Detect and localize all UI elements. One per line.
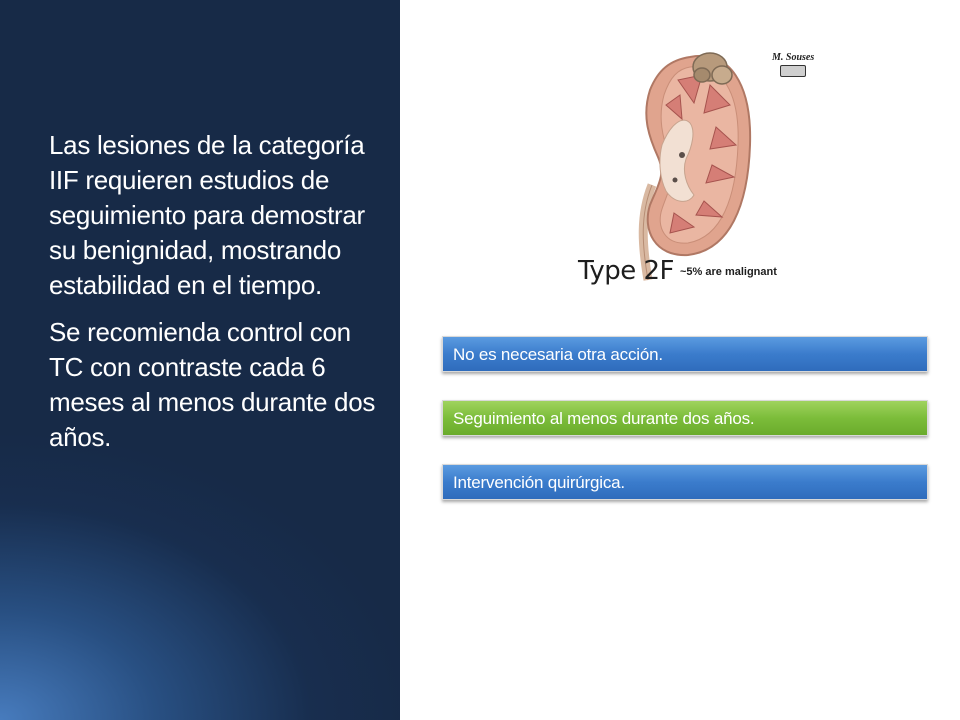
explanation-text (49, 128, 379, 467)
explanation-paragraph-1: Las lesiones de la categoría IIF requieren estudios de seguimiento para demostrar su benignidad, mostrando estabilidad en el tiempo. (49, 130, 365, 300)
license-badge-icon (780, 65, 806, 77)
figure-author-signature: M. Souses (772, 52, 815, 63)
figure-subcaption: ~5% are malignant (680, 266, 777, 278)
figure-caption: Type 2F (578, 256, 674, 286)
option-button-follow-up[interactable]: Seguimiento al menos durante dos años. (442, 400, 928, 436)
left-panel (0, 0, 400, 720)
explanation-paragraph-2: Se recomienda control con TC con contraste cada 6 meses al menos durante dos años. (49, 317, 376, 452)
option-button-surgery[interactable]: Intervención quirúrgica. (442, 464, 928, 500)
option-button-no-action[interactable]: No es necesaria otra acción. (442, 336, 928, 372)
